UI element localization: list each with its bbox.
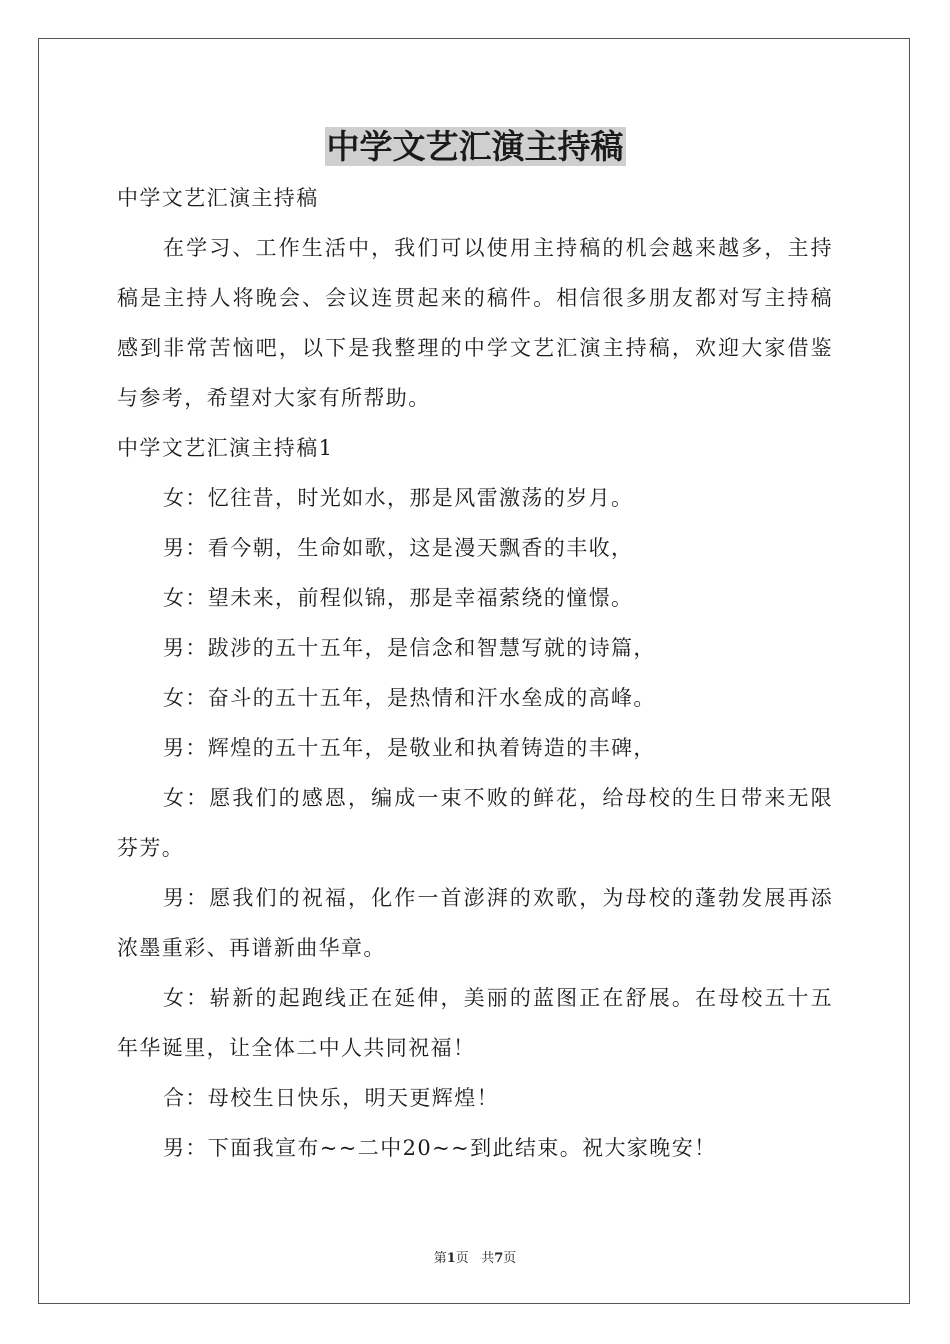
body-paragraph: 女：望未来，前程似锦，那是幸福萦绕的憧憬。 — [163, 586, 634, 610]
body-paragraph: 男：辉煌的五十五年，是敬业和执着铸造的丰碑， — [163, 736, 656, 760]
total-suffix: 页 — [503, 1251, 517, 1266]
body-paragraph: 在学习、工作生活中，我们可以使用主持稿的机会越来越多，主持稿是主持人将晚会、会议连贯起来的稿件。相信很多朋友都对写主持稿感到非常苦恼吧，以下是我整理的中学文艺汇演主持稿，欢迎大家借鉴与参考，希望对大家有所帮助。 — [117, 236, 833, 410]
body-paragraph: 男：愿我们的祝福，化作一首澎湃的欢歌，为母校的蓬勃发展再添浓墨重彩、再谱新曲华章。 — [117, 886, 833, 960]
page-prefix: 第 — [433, 1251, 447, 1266]
document-body — [117, 173, 833, 1173]
document-title-text: 中学文艺汇演主持稿 — [326, 127, 624, 166]
body-paragraph: 男：下面我宣布~~二中20~~到此结束。祝大家晚安！ — [163, 1136, 717, 1160]
body-paragraph: 男：看今朝，生命如歌，这是漫天飘香的丰收， — [163, 536, 634, 560]
document-title — [0, 123, 950, 171]
total-prefix: 共 — [481, 1251, 495, 1266]
section-heading: 中学文艺汇演主持稿1 — [117, 436, 334, 460]
body-paragraph: 女：奋斗的五十五年，是热情和汗水垒成的高峰。 — [163, 686, 656, 710]
body-paragraph: 女：崭新的起跑线正在延伸，美丽的蓝图正在舒展。在母校五十五年华诞里，让全体二中人共同祝福！ — [117, 986, 833, 1060]
current-page-number: 1 — [446, 1251, 456, 1266]
page-suffix: 页 — [455, 1251, 469, 1266]
body-paragraph: 女：愿我们的感恩，编成一束不败的鲜花，给母校的生日带来无限芬芳。 — [117, 786, 833, 860]
total-page-number: 7 — [494, 1251, 504, 1266]
body-paragraph: 男：跋涉的五十五年，是信念和智慧写就的诗篇， — [163, 636, 656, 660]
body-paragraph: 女：忆往昔，时光如水，那是风雷激荡的岁月。 — [163, 486, 634, 510]
body-paragraph: 合：母校生日快乐，明天更辉煌！ — [163, 1086, 499, 1110]
body-paragraph: 中学文艺汇演主持稿 — [117, 186, 319, 210]
page-footer — [0, 1247, 950, 1266]
